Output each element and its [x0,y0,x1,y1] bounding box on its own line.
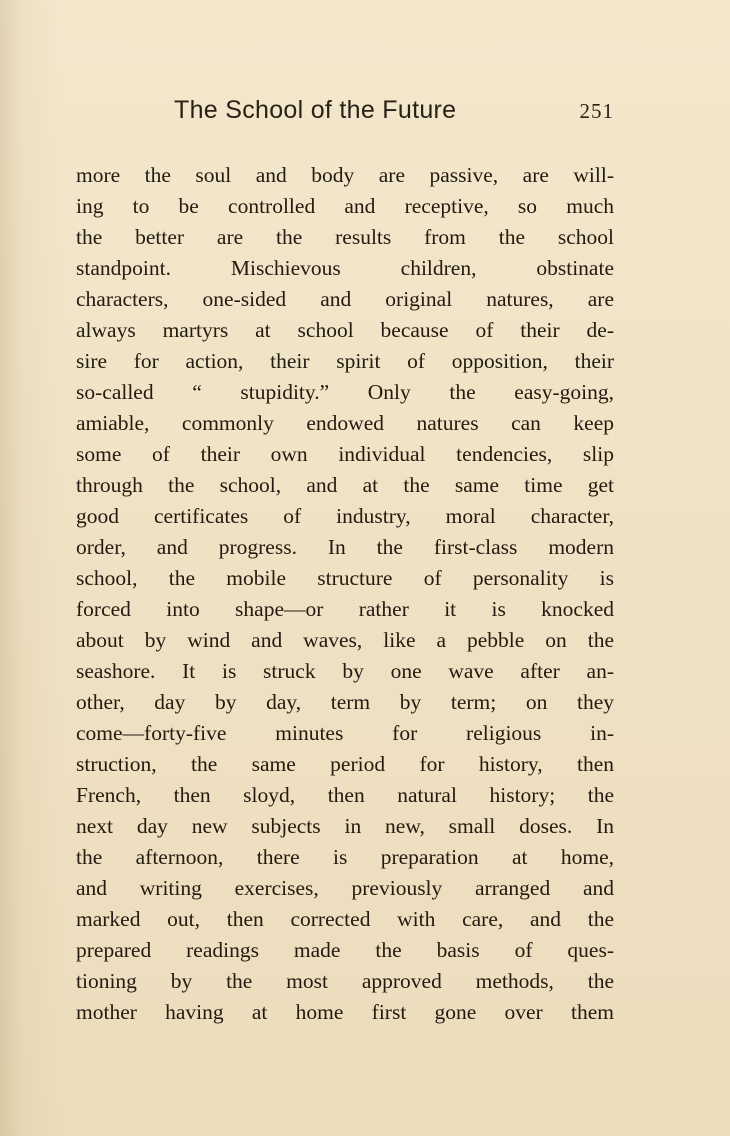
text-line: marked out, then corrected with care, and the [76,907,614,931]
text-line: sire for action, their spirit of opposition, their [76,349,614,373]
text-line: characters, one-sided and original natures, are [76,287,614,311]
text-line: the afternoon, there is preparation at home, [76,845,614,869]
text-line: struction, the same period for history, then [76,752,614,776]
text-line: mother having at home first gone over them [76,1000,614,1024]
text-line: forced into shape—or rather it is knocked [76,597,614,621]
body-text [76,160,614,1028]
text-line: always martyrs at school because of their de- [76,318,614,342]
text-line: the better are the results from the school [76,225,614,249]
running-head-title: The School of the Future [174,96,457,124]
text-line: good certificates of industry, moral character, [76,504,614,528]
text-line: seashore. It is struck by one wave after an- [76,659,614,683]
text-line: other, day by day, term by term; on they [76,690,614,714]
text-line: school, the mobile structure of personality is [76,566,614,590]
text-line: prepared readings made the basis of ques- [76,938,614,962]
text-line: so-called “ stupidity.” Only the easy-going, [76,380,614,404]
text-line: through the school, and at the same time get [76,473,614,497]
text-line: more the soul and body are passive, are will- [76,163,614,187]
text-line: amiable, commonly endowed natures can keep [76,411,614,435]
running-head [76,96,614,132]
page-number: 251 [579,99,614,123]
text-line: next day new subjects in new, small doses. In [76,814,614,838]
text-line: about by wind and waves, like a pebble on the [76,628,614,652]
text-line: and writing exercises, previously arranged and [76,876,614,900]
text-line: French, then sloyd, then natural history; the [76,783,614,807]
text-line: come—forty-five minutes for religious in- [76,721,614,745]
text-line: tioning by the most approved methods, the [76,969,614,993]
text-line: some of their own individual tendencies, slip [76,442,614,466]
text-line: standpoint. Mischievous children, obstinate [76,256,614,280]
text-line: order, and progress. In the first-class modern [76,535,614,559]
text-line: ing to be controlled and receptive, so much [76,194,614,218]
